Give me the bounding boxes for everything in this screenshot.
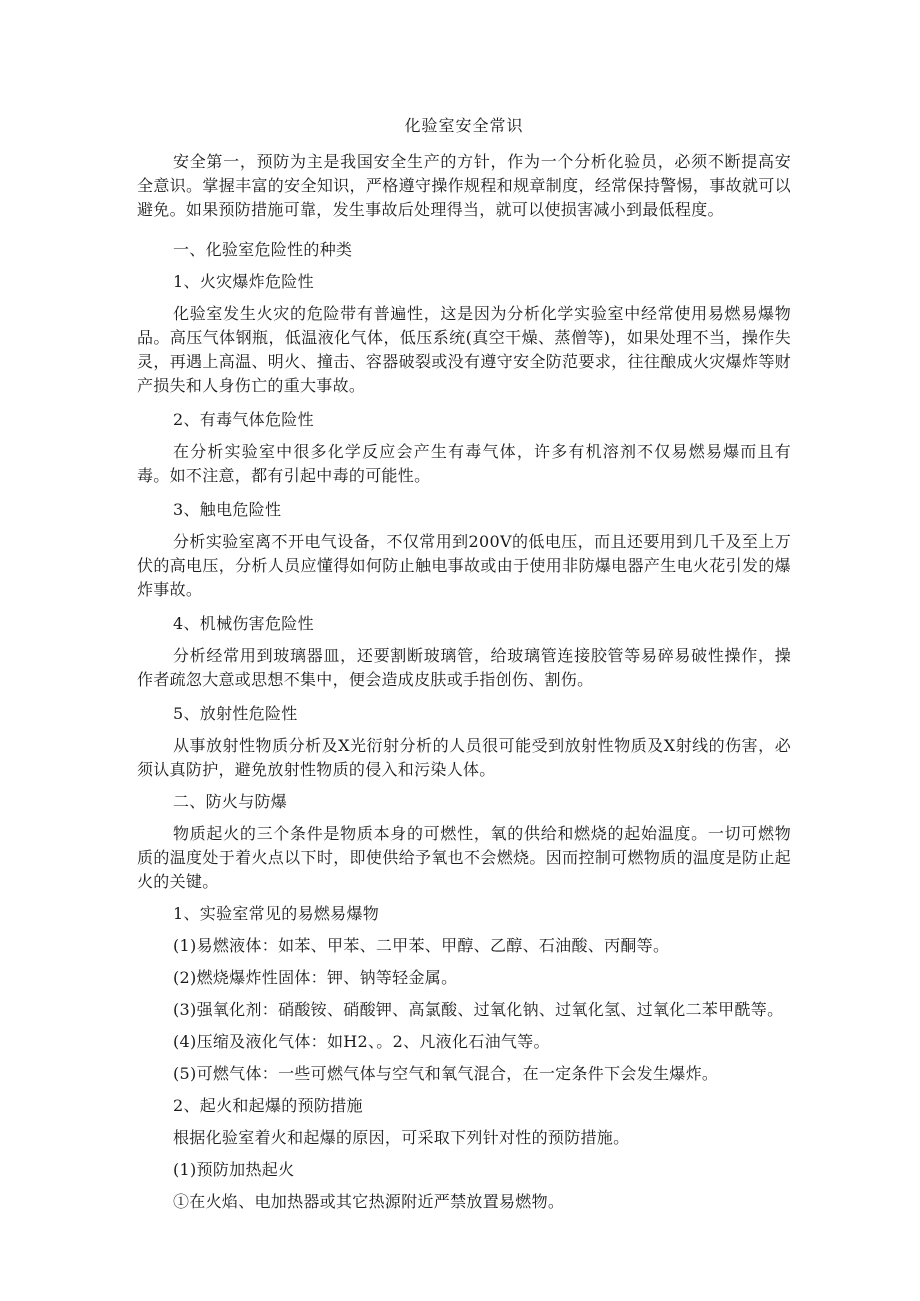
- sub-2-intro: 根据化验室着火和起爆的原因，可采取下列针对性的预防措施。: [173, 1128, 630, 1147]
- item-5-heading: 5、放射性危险性: [173, 704, 298, 723]
- item-4-text: 分析经常用到玻璃器皿，还要割断玻璃管，给玻璃管连接胶管等易碎易破性操作，操作者疏忽大意或思想不集中，便会造成皮肤或手指创伤、割伤。: [137, 646, 791, 689]
- item-1-text: 化验室发生火灾的危险带有普遍性，这是因为分析化学实验室中经常使用易燃易爆物品。高压气体钢瓶，低温液化气体，低压系统(真空干燥、蒸僧等)，如果处理不当，操作失灵，再遇上高温、明火、撞击、容器破裂或没有遵守安全防范要求，往往酿成火灾爆炸等财产损失和人身伤亡的重大事故。: [137, 304, 791, 395]
- sub-2-line-1: (1)预防加热起火: [173, 1160, 295, 1179]
- sub-1-line-3: (3)强氧化剂：硝酸铵、硝酸钾、高氯酸、过氧化钠、过氧化氢、过氧化二苯甲酰等。: [173, 1000, 784, 1019]
- item-2-text: 在分析实验室中很多化学反应会产生有毒气体，许多有机溶剂不仅易燃易爆而且有毒。如不注意，都有引起中毒的可能性。: [137, 442, 791, 485]
- item-4-heading: 4、机械伤害危险性: [173, 614, 314, 633]
- intro-paragraph: 安全第一，预防为主是我国安全生产的方针，作为一个分析化验员，必须不断提高安全意识。掌握丰富的安全知识，严格遵守操作规程和规章制度，经常保持警惕，事故就可以避免。如果预防措施可靠，发生事故后处理得当，就可以使损害减小到最低程度。: [137, 152, 791, 219]
- item-3-heading: 3、触电危险性: [173, 500, 282, 519]
- item-2-heading: 2、有毒气体危险性: [173, 410, 314, 429]
- sub-1-heading: 1、实验室常见的易燃易爆物: [173, 904, 380, 923]
- item-3-text: 分析实验室离不开电气设备，不仅常用到200V的低电压，而且还要用到几千及至上万伏的高电压，分析人员应懂得如何防止触电事故或由于使用非防爆电器产生电火花引发的爆炸事故。: [137, 532, 791, 599]
- item-1-heading: 1、火灾爆炸危险性: [173, 272, 314, 291]
- sub-1-line-1: (1)易燃液体：如苯、甲苯、二甲苯、甲醇、乙醇、石油酸、丙酮等。: [173, 936, 670, 955]
- section-2-text: 物质起火的三个条件是物质本身的可燃性，氧的供给和燃烧的起始温度。一切可燃物质的温度处于着火点以下时，即使供给予氧也不会燃烧。因而控制可燃物质的温度是防止起火的关键。: [137, 824, 791, 891]
- sub-2-heading: 2、起火和起爆的预防措施: [173, 1096, 363, 1115]
- section-1-heading: 一、化验室危险性的种类: [173, 240, 353, 259]
- sub-1-line-5: (5)可燃气体：一些可燃气体与空气和氧气混合，在一定条件下会发生爆炸。: [173, 1064, 719, 1083]
- section-2-heading: 二、防火与防爆: [173, 792, 288, 811]
- sub-2-line-2: ①在火焰、电加热器或其它热源附近严禁放置易燃物。: [173, 1192, 565, 1211]
- item-5-text: 从事放射性物质分析及X光衍射分析的人员很可能受到放射性物质及X射线的伤害，必须认真防护，避免放射性物质的侵入和污染人体。: [137, 736, 791, 779]
- sub-1-line-4: (4)压缩及液化气体：如H2、。2、凡液化石油气等。: [173, 1032, 550, 1051]
- page-title: 化验室安全常识: [404, 116, 524, 135]
- sub-1-line-2: (2)燃烧爆炸性固体：钾、钠等轻金属。: [173, 968, 458, 987]
